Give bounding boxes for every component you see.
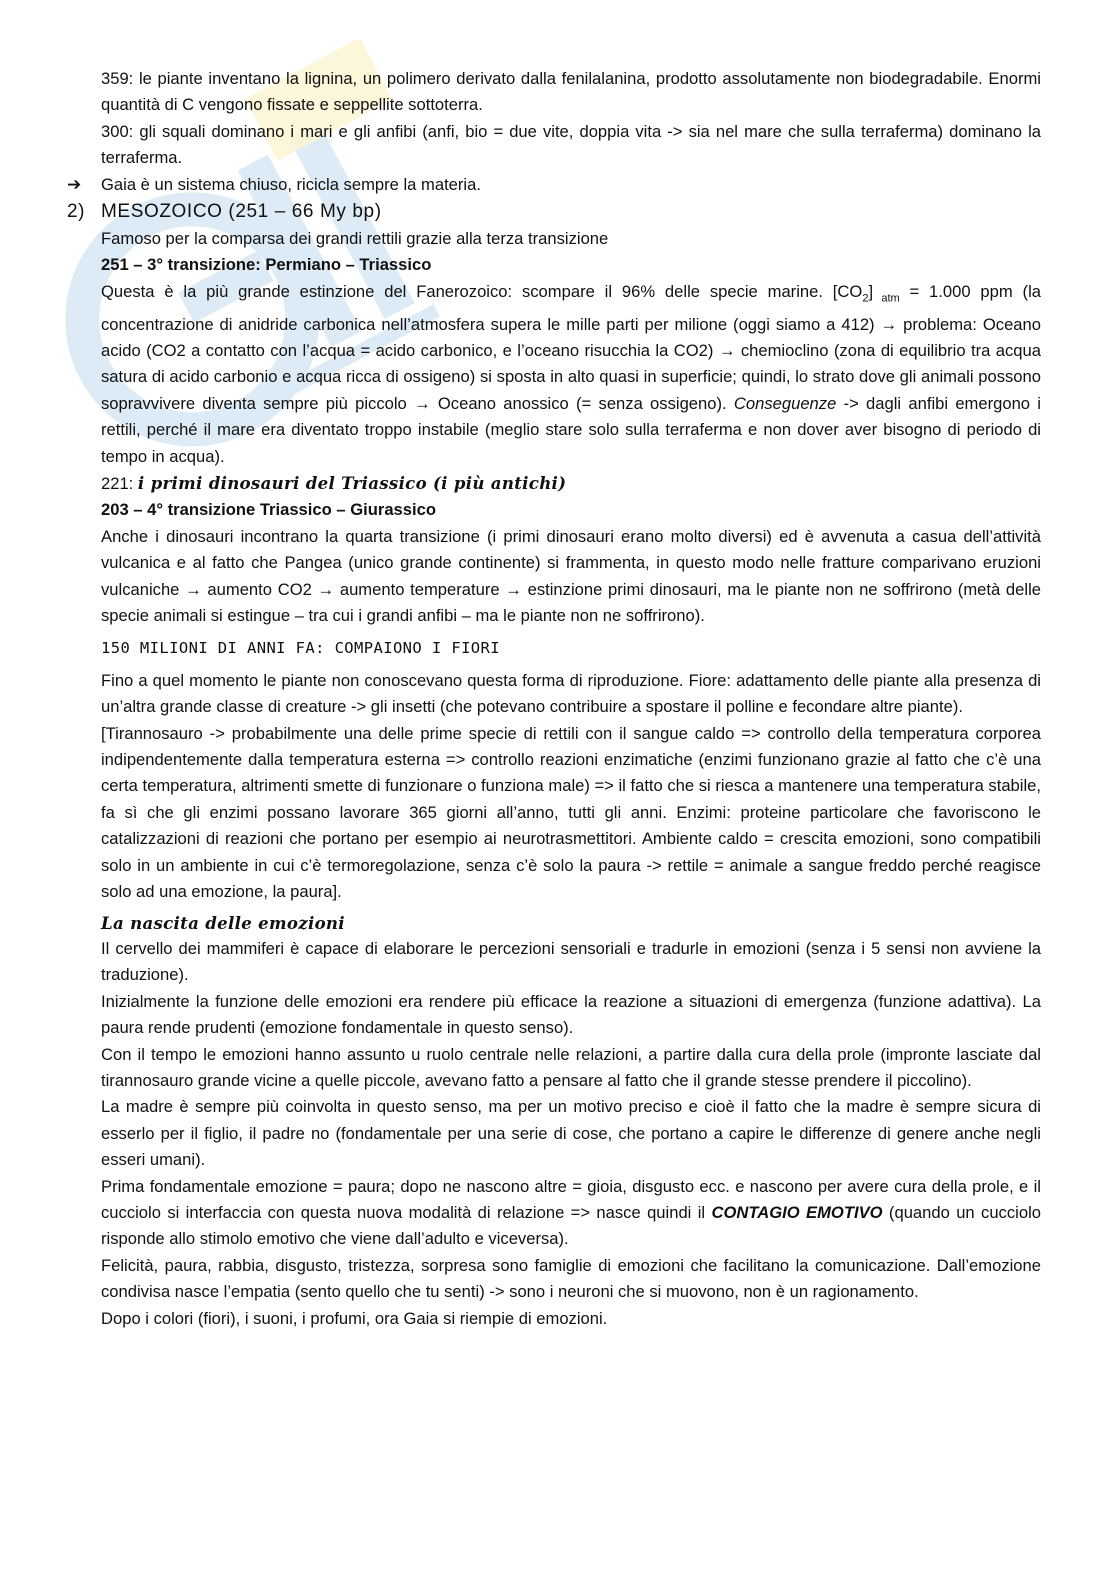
contagio-emotivo-label: CONTAGIO EMOTIVO: [711, 1202, 883, 1222]
gaia-bullet: [67, 172, 1041, 198]
paragraph-221: [101, 470, 1041, 497]
paragraph-tirannosauro: [Tirannosauro -> probabilmente una delle prime specie di rettili con il sangue caldo => controllo della temperatura corporea indipendentemente dalla temperatura esterna => controllo reazioni enzimatiche (enzimi funzionano grazie al fatto che c’è una certa temperatura, altrimenti smette di funzionare o funziona male) => il fatto che si riesca a mantenere una temperatura stabile, fa sì che gli enzimi possano lavorare 365 giorni all’anno, tutti gli anni. Enzimi: proteine particolare che favoriscono le catalizzazioni di reazioni che portano per esempio ai neurotrasmettitori. Ambiente caldo = crescita emozioni, sono compatibili solo in un ambiente in cui c’è termoregolazione, senza c’è solo la paura -> rettile = animale a sangue freddo perché reagisce solo ad una emozione, la paura].: [101, 723, 1041, 902]
paragraph-emozioni-1: Il cervello dei mammiferi è capace di elaborare le percezioni sensoriali e tradurle in emozioni (senza i 5 sensi non avviene la traduzione).: [101, 938, 1041, 985]
section-number: 2): [67, 201, 86, 223]
section-heading-mesozoico: [67, 198, 1041, 226]
emo5-text-a: Prima fondamentale emozione = paura; dopo ne nascono altre = gioia, disgusto ecc. e nascono per avere cura della prole, e il cucciolo si interfaccia con questa nuova modalità di relazione => nasce quindi il: [101, 1176, 1041, 1222]
transition3-text-c: = 1.000 ppm (la concentrazione di anidride carbonica nell’atmosfera supera le mille parti per milione (oggi siamo a 412) → problema: Oceano acido (CO2 a contatto con l’acqua = acido carbonico, e l’oceano risucchia la CO2) → chemioclino (zona di equilibrio tra acqua satura di acido carbonio e acqua ricca di ossigeno) si sposta in alto quasi in superficie; quindi, lo strato dove gli animali possono sopravvivere diventa sempre più piccolo → Oceano anossico (= senza ossigeno).: [101, 281, 1041, 413]
heading-emozioni: La nascita delle emozioni: [101, 912, 345, 933]
paragraph-emozioni-4: La madre è sempre più coinvolta in questo senso, ma per un motivo preciso e cioè il fatto che la madre è sempre sicura di esserlo per il figlio, il padre no (fondamentale per una serie di cose, che portano a capire le differenze di genere anche negli esseri umani).: [101, 1097, 1041, 1170]
conseguenze-label: Conseguenze: [733, 393, 837, 413]
paragraph-359: 359: le piante inventano la lignina, un polimero derivato dalla fenilalanina, prodotto assolutamente non biodegradabile. Enormi quantità di C vengono fissate e seppellite sottoterra.: [101, 69, 1041, 115]
paragraph-emozioni-3: Con il tempo le emozioni hanno assunto u ruolo centrale nelle relazioni, a partire dalla cura della prole (impronte lasciate dal tirannosauro grande vicine a quelle piccole, avevano fatto a pensare al fatto che il grande stesse prendere il piccolino).: [101, 1044, 1041, 1090]
paragraph-fiori: Fino a quel momento le piante non conoscevano questa forma di riproduzione. Fiore: adattamento delle piante alla presenza di un’altra grande classe di creature -> gli insetti (che potevano contribuire a spostare il polline e fecondare altre piante).: [101, 670, 1041, 717]
gaia-bullet-text: Gaia è un sistema chiuso, ricicla sempre la materia.: [101, 174, 481, 194]
emo5-text-b: (quando un cucciolo risponde allo stimolo emotivo che viene dall’adulto e viceversa).: [101, 1202, 1041, 1249]
p221-title: i primi dinosauri del Triassico (i più antichi): [137, 473, 567, 493]
paragraph-famoso: Famoso per la comparsa dei grandi rettili grazie alla terza transizione: [101, 229, 609, 249]
paragraph-emozioni-5: [101, 1174, 1041, 1253]
paragraph-emozioni-2: Inizialmente la funzione delle emozioni era rendere più efficace la reazione a situazioni di emergenza (funzione adattiva). La paura rende prudenti (emozione fondamentale in questo senso).: [101, 991, 1041, 1038]
paragraph-300: 300: gli squali dominano i mari e gli anfibi (anfi, bio = due vite, doppia vita -> sia nel mare che sulla terraferma) dominano la terraferma.: [101, 121, 1041, 168]
paragraph-transition-4: Anche i dinosauri incontrano la quarta transizione (i primi dinosauri erano molto diversi) ed è avvenuta a casua dell’attività vulcanica e al fatto che Pangea (unico grande continente) si frammenta, in questo modo nelle fratture comparivano eruzioni vulcaniche → aumento CO2 → aumento temperature → estinzione primi dinosauri, ma le piante non ne soffrirono (metà delle specie animali si estingue – tra cui i grandi anfibi – ma le piante non ne soffrirono).: [101, 526, 1041, 626]
co2-subscript: 2: [862, 292, 869, 305]
paragraph-transition-3: [101, 279, 1041, 470]
heading-fiori: 150 MILIONI DI ANNI FA: COMPAIONO I FIORI: [101, 639, 501, 658]
heading-transition-4: 203 – 4° transizione Triassico – Giurassico: [101, 500, 436, 520]
document-page: [67, 66, 1041, 1332]
paragraph-emozioni-7: Dopo i colori (fiori), i suoni, i profumi, ora Gaia si riempie di emozioni.: [101, 1308, 608, 1328]
transition3-text-a: Questa è la più grande estinzione del Fanerozoico: scompare il 96% delle specie marine. [CO: [101, 281, 863, 301]
section-title: MESOZOICO (251 – 66 My bp): [101, 201, 382, 223]
arrow-bullet-icon: ➔: [67, 174, 82, 194]
transition3-text-d: -> dagli anfibi emergono i rettili, perché il mare era diventato troppo instabile (meglio stare solo sulla terraferma e non dover aver bisogno di periodo di tempo in acqua).: [101, 393, 1041, 466]
p221-prefix: 221:: [101, 474, 138, 493]
heading-transition-3: 251 – 3° transizione: Permiano – Triassico: [101, 255, 432, 275]
transition3-text-b: ]: [868, 281, 874, 301]
paragraph-emozioni-6: Felicità, paura, rabbia, disgusto, tristezza, sorpresa sono famiglie di emozioni che facilitano la comunicazione. Dall’emozione condivisa nasce l’empatia (sento quello che tu senti) -> sono i neuroni che si muovono, non è un ragionamento.: [101, 1255, 1041, 1302]
atm-subscript: atm: [873, 292, 900, 305]
